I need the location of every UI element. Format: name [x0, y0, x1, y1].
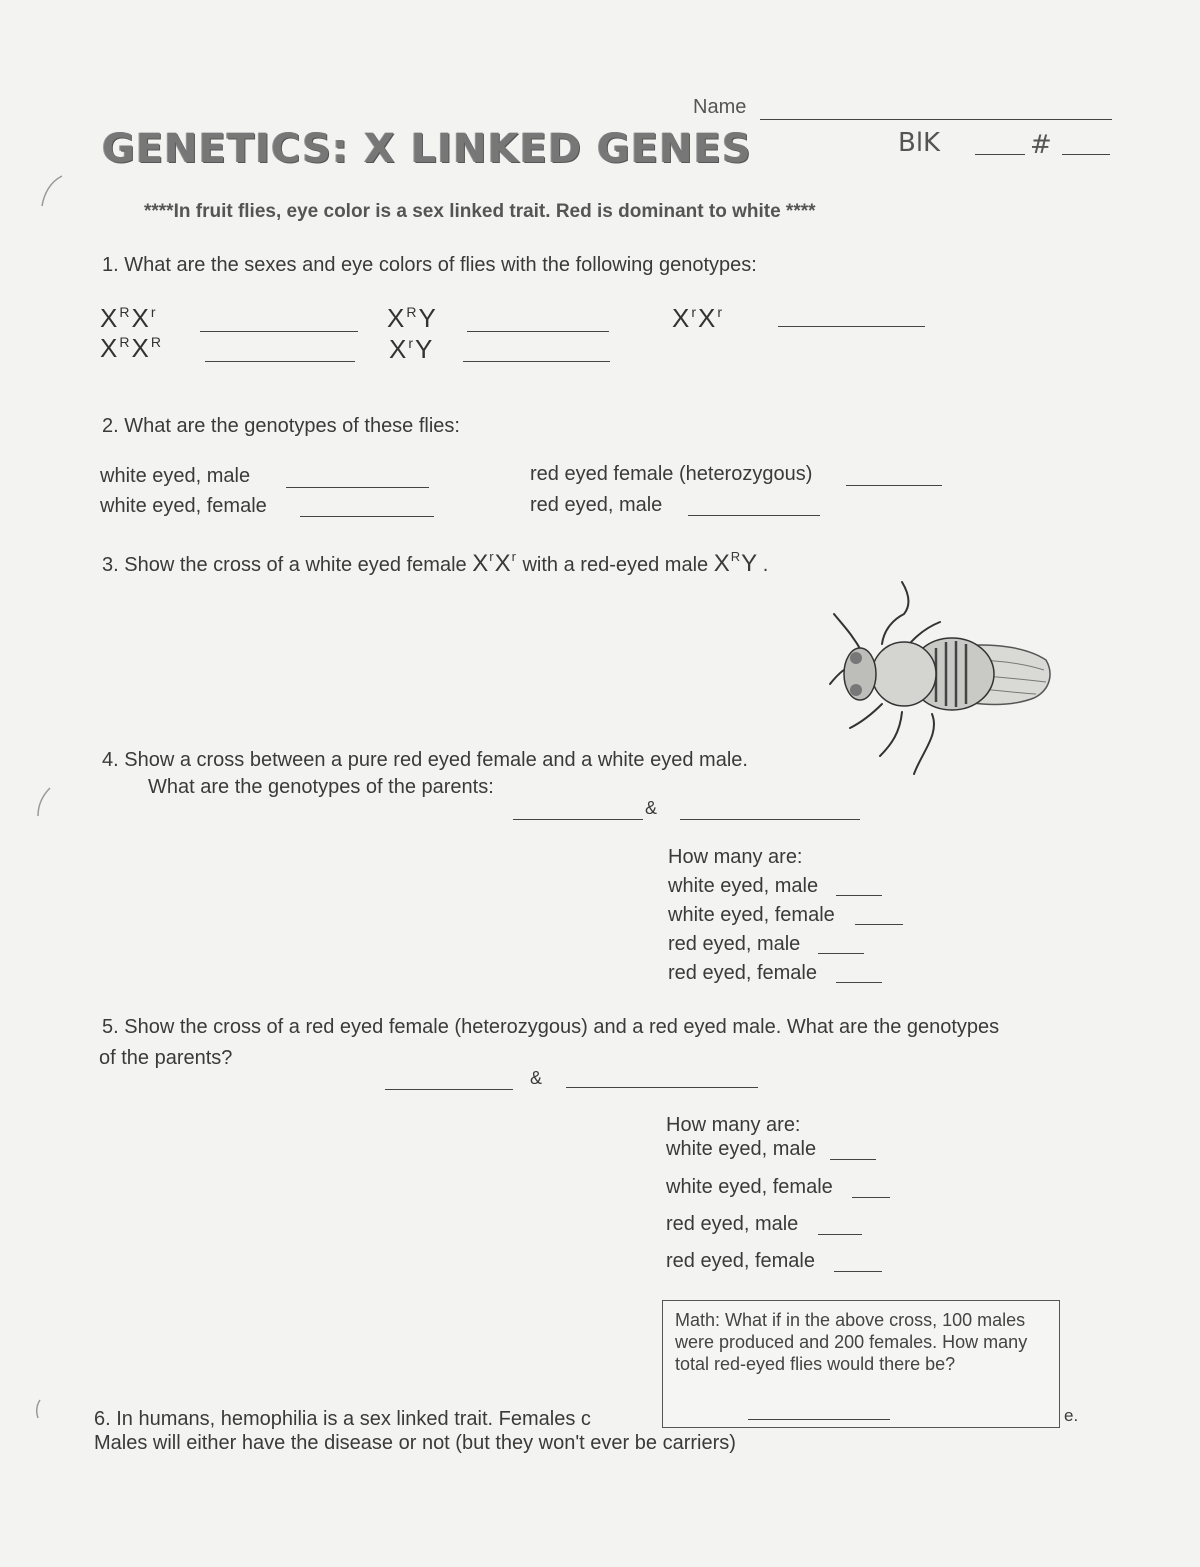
q5-count-4-blank[interactable]	[834, 1270, 882, 1272]
math-answer-blank[interactable]	[748, 1418, 890, 1420]
q1-genotype-4: X $^R$X $^R$	[100, 333, 161, 363]
blk-label: BlK	[898, 128, 941, 158]
math-text: Math: What if in the above cross, 100 males were produced and 200 females. How many total red-eyed flies would there be?	[675, 1310, 1028, 1374]
q4-count-4-blank[interactable]	[836, 981, 882, 983]
q2-item-1: white eyed, male	[100, 465, 251, 487]
fruit-fly-icon	[822, 574, 1062, 784]
page-title: GENETICS: X LINKED GENES	[102, 126, 752, 172]
q2-item-2: white eyed, female	[100, 495, 267, 517]
q6-line1: 6. In humans, hemophilia is a sex linked trait. Females c	[94, 1408, 591, 1430]
q4-count-1: white eyed, male	[668, 875, 819, 897]
q2-item-3: red eyed female (heterozygous)	[530, 463, 813, 485]
q5-how-many: How many are:	[666, 1114, 801, 1136]
q4-count-2: white eyed, female	[668, 904, 835, 926]
q6-line1-end: e.	[1064, 1406, 1079, 1425]
number-blank[interactable]	[1062, 153, 1110, 155]
q4-count-3: red eyed, male	[668, 933, 801, 955]
q2-answer-4[interactable]	[688, 514, 820, 516]
q2-answer-2[interactable]	[300, 515, 434, 517]
q2-prompt: 2. What are the genotypes of these flies:	[102, 415, 460, 437]
q2-answer-3[interactable]	[846, 484, 942, 486]
name-blank[interactable]	[760, 118, 1112, 120]
q1-genotype-1: X $^R$X $^r$	[100, 303, 156, 333]
q4-parent1-blank[interactable]	[513, 818, 643, 820]
q5-line2: of the parents?	[99, 1047, 233, 1069]
q5-count-4: red eyed, female	[666, 1250, 815, 1272]
q5-parent2-blank[interactable]	[566, 1086, 758, 1088]
q5-count-1-blank[interactable]	[830, 1158, 876, 1160]
intro-text: ****In fruit flies, eye color is a sex linked trait. Red is dominant to white ****	[144, 201, 816, 222]
q5-count-3: red eyed, male	[666, 1213, 799, 1235]
q5-count-1: white eyed, male	[666, 1138, 817, 1160]
q1-genotype-3: X $^r$X $^r$	[672, 303, 723, 333]
q5-parent1-blank[interactable]	[385, 1088, 513, 1090]
q3-prompt: 3. Show the cross of a white eyed female $X^rX^r$ with a red-eyed male $X^RY$ .	[102, 549, 769, 577]
q1-prompt: 1. What are the sexes and eye colors of flies with the following genotypes:	[102, 254, 757, 276]
q5-amp: &	[530, 1068, 543, 1088]
q5-count-2-blank[interactable]	[852, 1196, 890, 1198]
q1-answer-1[interactable]	[200, 330, 358, 332]
name-label: Name	[693, 96, 747, 118]
q4-line2: What are the genotypes of the parents:	[148, 776, 494, 798]
math-box	[662, 1300, 1060, 1428]
q1-answer-2[interactable]	[467, 330, 609, 332]
q1-genotype-5: X $^r$Y	[389, 334, 433, 364]
q4-parent2-blank[interactable]	[680, 818, 860, 820]
q4-count-2-blank[interactable]	[855, 923, 903, 925]
q4-line1: 4. Show a cross between a pure red eyed female and a white eyed male.	[102, 749, 748, 771]
q5-line1: 5. Show the cross of a red eyed female (heterozygous) and a red eyed male. What are the genotypes	[102, 1016, 1000, 1038]
margin-marks	[30, 170, 70, 1420]
q2-item-4: red eyed, male	[530, 494, 663, 516]
q5-count-3-blank[interactable]	[818, 1233, 862, 1235]
blk-blank[interactable]	[975, 153, 1025, 155]
q1-genotype-2: X $^R$Y	[387, 303, 436, 333]
q6-line2: Males will either have the disease or not (but they won't ever be carriers)	[94, 1432, 736, 1454]
number-sign: #	[1030, 130, 1052, 160]
q4-how-many: How many are:	[668, 846, 803, 868]
q4-count-4: red eyed, female	[668, 962, 817, 984]
q4-count-1-blank[interactable]	[836, 894, 882, 896]
q1-answer-4[interactable]	[205, 360, 355, 362]
q5-count-2: white eyed, female	[666, 1176, 833, 1198]
q1-answer-3[interactable]	[778, 325, 925, 327]
q2-answer-1[interactable]	[286, 486, 429, 488]
q1-answer-5[interactable]	[463, 360, 610, 362]
q4-amp: &	[645, 798, 658, 818]
q4-count-3-blank[interactable]	[818, 952, 864, 954]
